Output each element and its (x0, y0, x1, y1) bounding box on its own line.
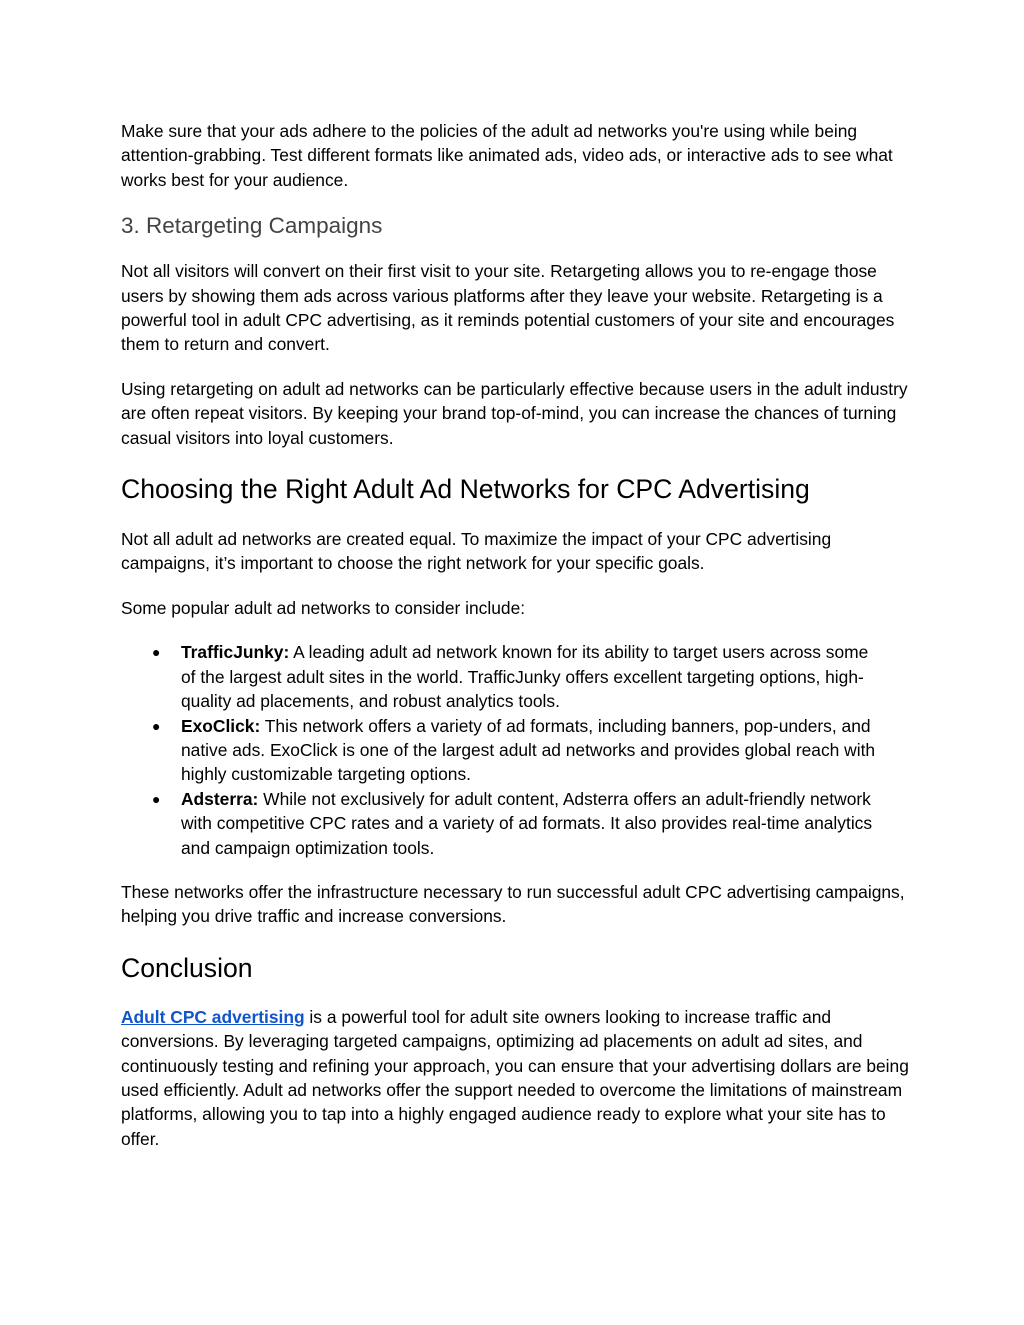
network-name: ExoClick: (181, 715, 261, 736)
list-item-adsterra (121, 787, 886, 860)
ad-policy-paragraph: Make sure that your ads adhere to the policies of the adult ad networks you're using while being attention-grabbing. Test different formats like animated ads, video ads, or interactive ads to see what works best for your audience. (121, 121, 893, 190)
adult-cpc-advertising-link[interactable]: Adult CPC advertising (121, 1006, 305, 1027)
document-body (121, 119, 911, 1151)
ad-network-list (121, 640, 911, 860)
conclusion-paragraph (121, 1005, 911, 1151)
network-description: This network offers a variety of ad formats, including banners, pop-unders, and native ads. ExoClick is one of the largest adult ad networks and provides global reach with highly customizable targeting options. (181, 715, 876, 785)
conclusion-paragraph-text: is a powerful tool for adult site owners looking to increase traffic and conversions. By leveraging targeted campaigns, optimizing ad placements on adult ad sites, and continuously testing and refining your approach, you can ensure that your advertising dollars are being used efficiently. Adult ad networks offer the support needed to overcome the limitations of mainstream platforms, allowing you to tap into a highly engaged audience ready to explore what your site has to offer. (121, 1006, 909, 1149)
conclusion-heading: Conclusion (121, 952, 253, 983)
bullet-icon: ● (152, 644, 161, 661)
network-name: Adsterra: (181, 788, 259, 809)
choosing-paragraph-2: Some popular adult ad networks to consider include: (121, 597, 526, 618)
retargeting-paragraph-1: Not all visitors will convert on their first visit to your site. Retargeting allows you to re-engage those users by showing them ads across various platforms after they leave your website. Retargeting is a powerful tool in adult CPC advertising, as it reminds potential customers of your site and encourages them to return and convert. (121, 261, 895, 355)
retargeting-heading: 3. Retargeting Campaigns (121, 213, 383, 239)
list-item-exoclick (121, 714, 886, 787)
network-description: A leading adult ad network known for its ability to target users across some of the largest adult sites in the world. TrafficJunky offers excellent targeting options, high-quality ad placements, and robust analytics tools. (181, 642, 869, 712)
choosing-paragraph-3: These networks offer the infrastructure necessary to run successful adult CPC advertising campaigns, helping you drive traffic and increase conversions. (121, 881, 905, 927)
bullet-icon: ● (152, 717, 161, 734)
choosing-networks-heading: Choosing the Right Adult Ad Networks for CPC Advertising (121, 474, 810, 505)
retargeting-paragraph-2: Using retargeting on adult ad networks can be particularly effective because users in the adult industry are often repeat visitors. By keeping your brand top-of-mind, you can increase the chances of turning casual visitors into loyal customers. (121, 378, 908, 448)
list-item-trafficjunky (121, 640, 886, 713)
network-description: While not exclusively for adult content, Adsterra offers an adult-friendly network with competitive CPC rates and a variety of ad formats. It also provides real-time analytics and campaign optimization tools. (181, 788, 873, 858)
bullet-icon: ● (152, 790, 161, 807)
choosing-paragraph-1: Not all adult ad networks are created equal. To maximize the impact of your CPC advertising campaigns, it’s important to choose the right network for your specific goals. (121, 529, 832, 574)
network-name: TrafficJunky: (181, 642, 290, 663)
